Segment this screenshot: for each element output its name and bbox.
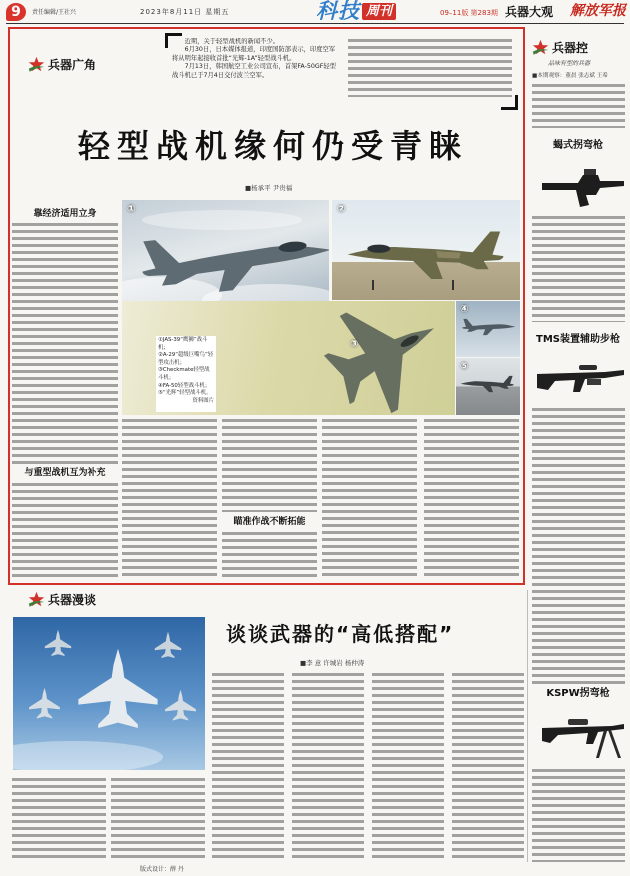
section-tag-feature <box>28 56 96 73</box>
photo-caption <box>156 336 216 412</box>
newspaper-masthead: 解放军报 <box>570 3 626 19</box>
caption-line: ④FA-50轻型战斗机； <box>158 382 211 389</box>
body-text-lines <box>452 673 524 862</box>
body-text-lines <box>212 673 284 862</box>
body-text-lines <box>12 483 118 580</box>
jet-illustration <box>122 200 329 312</box>
caption-credit: 资料图片 <box>192 397 214 404</box>
feature-byline: ■杨承平 尹贵福 <box>245 184 293 192</box>
column-contributors: ■本期观察：董晨 张志斌 王希 <box>532 73 608 79</box>
section-tag-weapon-fan <box>532 39 588 56</box>
photo-number: ⑤ <box>460 361 469 372</box>
subhead-third: 瞄准作战不断拓能 <box>233 517 306 527</box>
photo-fighter-4 <box>456 301 520 357</box>
page-number: 9 <box>6 3 26 21</box>
weapon-heading: 蝎式拐弯枪 <box>553 140 603 151</box>
body-text-lines <box>532 769 625 862</box>
intro-body-text-lines <box>348 39 512 97</box>
photo-number: ② <box>337 204 346 215</box>
body-text-lines <box>111 778 205 862</box>
body-text-lines <box>222 532 317 580</box>
weapon-photo-3 <box>538 702 626 764</box>
editor-credit: 责任编辑/王社兴 <box>32 9 77 16</box>
body-text-lines <box>322 419 417 580</box>
photo-aircraft-formation <box>13 617 205 770</box>
column-divider <box>527 590 528 862</box>
star-icon <box>532 39 549 56</box>
section-name: 兵器大观 <box>505 5 554 19</box>
photo-fighter-1 <box>122 200 329 312</box>
weapon-photo-2 <box>535 350 626 402</box>
photo-fighter-2 <box>332 200 520 300</box>
corner-shot-gun-illustration <box>538 155 626 211</box>
body-text-lines <box>292 673 364 862</box>
weapon-heading: TMS装置辅助步枪 <box>536 334 620 345</box>
essay-headline: 谈谈武器的“高低搭配” <box>226 622 455 646</box>
subhead-first: 靠经济适用立身 <box>33 209 97 219</box>
section-tag-label: 兵器广角 <box>48 57 97 72</box>
subhead-second: 与重型战机互为补充 <box>24 468 106 478</box>
intro-text <box>172 38 340 104</box>
caption-line: ①JAS-39“鹰狮”战斗机； <box>158 337 208 351</box>
header-divider <box>6 23 624 24</box>
section-tag-label: 兵器控 <box>552 40 589 55</box>
body-text-lines <box>424 419 519 580</box>
star-icon <box>28 56 45 73</box>
body-text-lines <box>12 778 106 862</box>
jet-illustration <box>332 200 520 300</box>
photo-number: ① <box>127 204 136 215</box>
intro-paragraph: 近期，关于轻型战机的新闻不少。 <box>184 38 280 45</box>
supplement-logo-box: 周刊 <box>362 3 396 20</box>
body-text-lines <box>12 223 118 465</box>
photo-number: ④ <box>460 304 469 315</box>
column-tagline: 品味有型的兵器 <box>548 60 591 67</box>
section-tag-essay <box>28 591 96 608</box>
body-text-lines <box>532 216 625 322</box>
body-text-lines <box>122 419 217 580</box>
issue-date: 2023年8月11日 星期五 <box>140 8 230 16</box>
intro-bracket-bottom-right <box>501 95 518 110</box>
body-text-lines <box>222 419 317 512</box>
photo-number: ③ <box>350 339 359 350</box>
star-icon <box>28 591 45 608</box>
feature-headline: 轻型战机缘何仍受青睐 <box>78 127 469 165</box>
issue-number: 09–11版 第283期 <box>440 9 498 17</box>
assault-rifle-illustration <box>535 350 626 402</box>
caption-line: ②A-29“超级巨嘴鸟”轻型攻击机； <box>158 352 214 366</box>
supplement-logo-main: 科技 <box>316 0 360 23</box>
aircraft-formation-illustration <box>13 617 205 770</box>
layout-designer-credit: 版式设计：薛 丹 <box>140 866 184 873</box>
body-text-lines <box>532 408 625 684</box>
intro-paragraph: 7月13日，韩国航空工业公司宣布，首架FA-50GF轻型战斗机已于7月4日交付波兰空军。 <box>172 63 336 79</box>
body-text-lines <box>532 84 625 128</box>
supplement-logo <box>316 0 396 22</box>
section-tag-label: 兵器漫谈 <box>48 592 97 607</box>
weapon-photo-1 <box>538 155 626 211</box>
intro-paragraph: 6月30日，日本媒体报道，印度国防部表示，印度空军将从明年起接收首批“光辉-1A”轻型战斗机。 <box>172 46 336 62</box>
photo-fighter-5 <box>456 358 520 415</box>
caption-line: ⑤“光辉”轻型战斗机。 <box>158 390 212 397</box>
body-text-lines <box>372 673 444 862</box>
caption-line: ③Checkmate轻型战斗机； <box>158 367 210 381</box>
kspw-gun-illustration <box>538 702 626 764</box>
weapon-heading: KSPW拐弯枪 <box>546 688 610 699</box>
essay-byline: ■李 意 许城岩 杨仲涛 <box>300 659 365 667</box>
